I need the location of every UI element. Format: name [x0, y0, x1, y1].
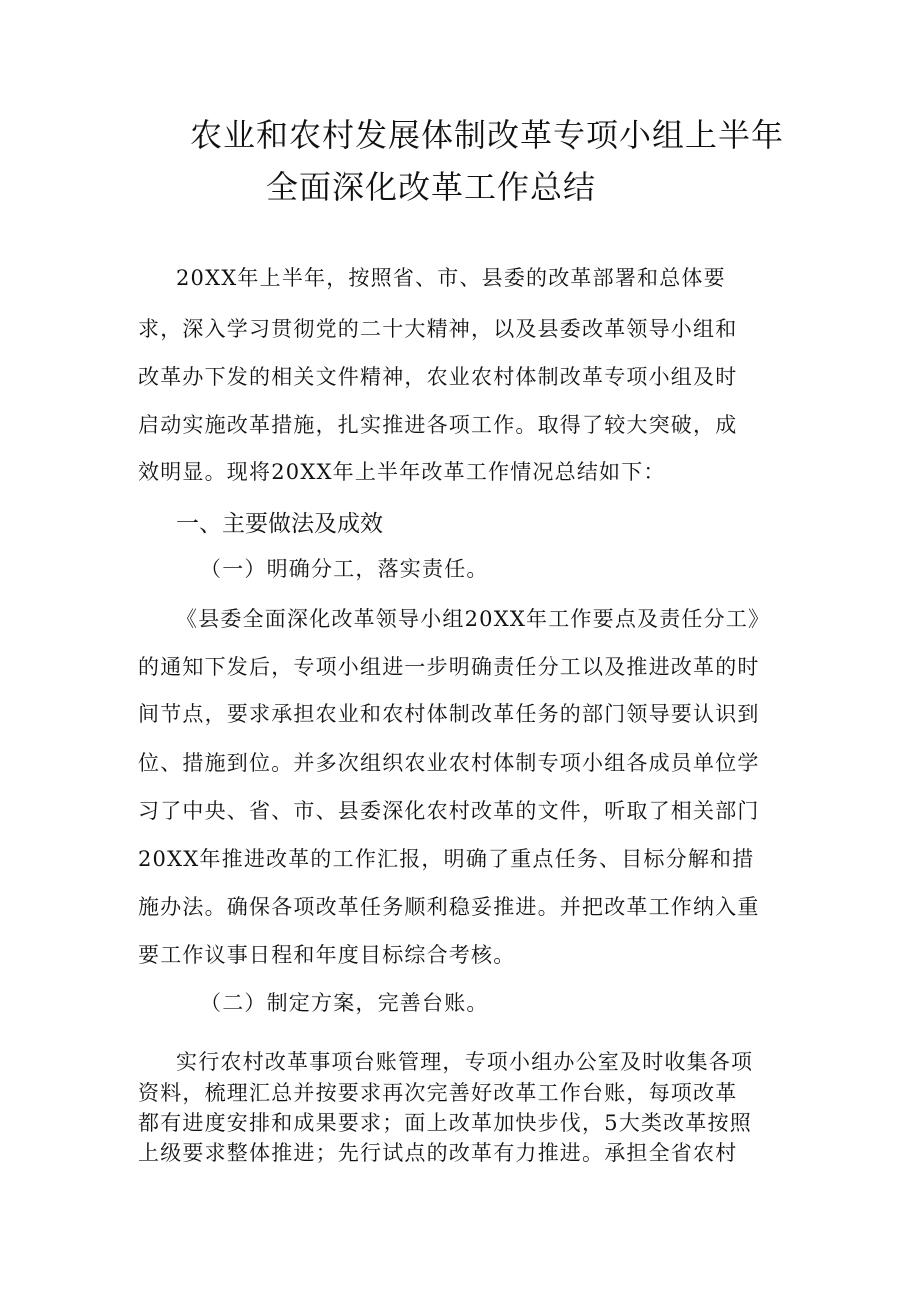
body-line: 20XX年推进改革的工作汇报，明确了重点任务、目标分解和措 — [138, 847, 755, 871]
subsection-heading: （一）明确分工，落实责任。 — [200, 557, 489, 581]
body-line: 实行农村改革事项台账管理，专项小组办公室及时收集各项 — [176, 1050, 754, 1074]
body-line: 要工作议事日程和年度目标综合考核。 — [138, 943, 516, 967]
body-line: 的通知下发后，专项小组进一步明确责任分工以及推进改革的时 — [138, 655, 760, 679]
body-line: 施办法。确保各项改革任务顺利稳妥推进。并把改革工作纳入重 — [138, 895, 760, 919]
document-title-line-2: 全面深化改革工作总结 — [266, 168, 597, 206]
body-line: 都有进度安排和成果要求；面上改革加快步伐，5大类改革按照 — [138, 1111, 752, 1135]
document-title-line-1: 农业和农村发展体制改革专项小组上半年 — [190, 116, 785, 154]
intro-line: 启动实施改革措施，扎实推进各项工作。取得了较大突破，成 — [138, 413, 738, 437]
body-line: 习了中央、省、市、县委深化农村改革的文件，听取了相关部门 — [138, 799, 760, 823]
intro-line: 求，深入学习贯彻党的二十大精神，以及县委改革领导小组和 — [138, 317, 738, 341]
body-line: 间节点，要求承担农业和农村体制改革任务的部门领导要认识到 — [138, 702, 760, 726]
subsection-heading: （二）制定方案，完善台账。 — [200, 991, 489, 1015]
section-heading: 一、主要做法及成效 — [176, 511, 383, 537]
intro-line: 改革办下发的相关文件精神，农业农村体制改革专项小组及时 — [138, 365, 738, 389]
body-line: 位、措施到位。并多次组织农业农村体制专项小组各成员单位学 — [138, 751, 760, 775]
body-line: 《县委全面深化改革领导小组20XX年工作要点及责任分工》 — [176, 607, 771, 631]
intro-line: 20XX年上半年，按照省、市、县委的改革部署和总体要 — [176, 266, 726, 290]
intro-line: 效明显。现将20XX年上半年改革工作情况总结如下： — [138, 460, 666, 484]
body-line: 上级要求整体推进；先行试点的改革有力推进。承担全省农村 — [138, 1141, 738, 1165]
body-line: 资料，梳理汇总并按要求再次完善好改革工作台账，每项改革 — [138, 1081, 738, 1105]
